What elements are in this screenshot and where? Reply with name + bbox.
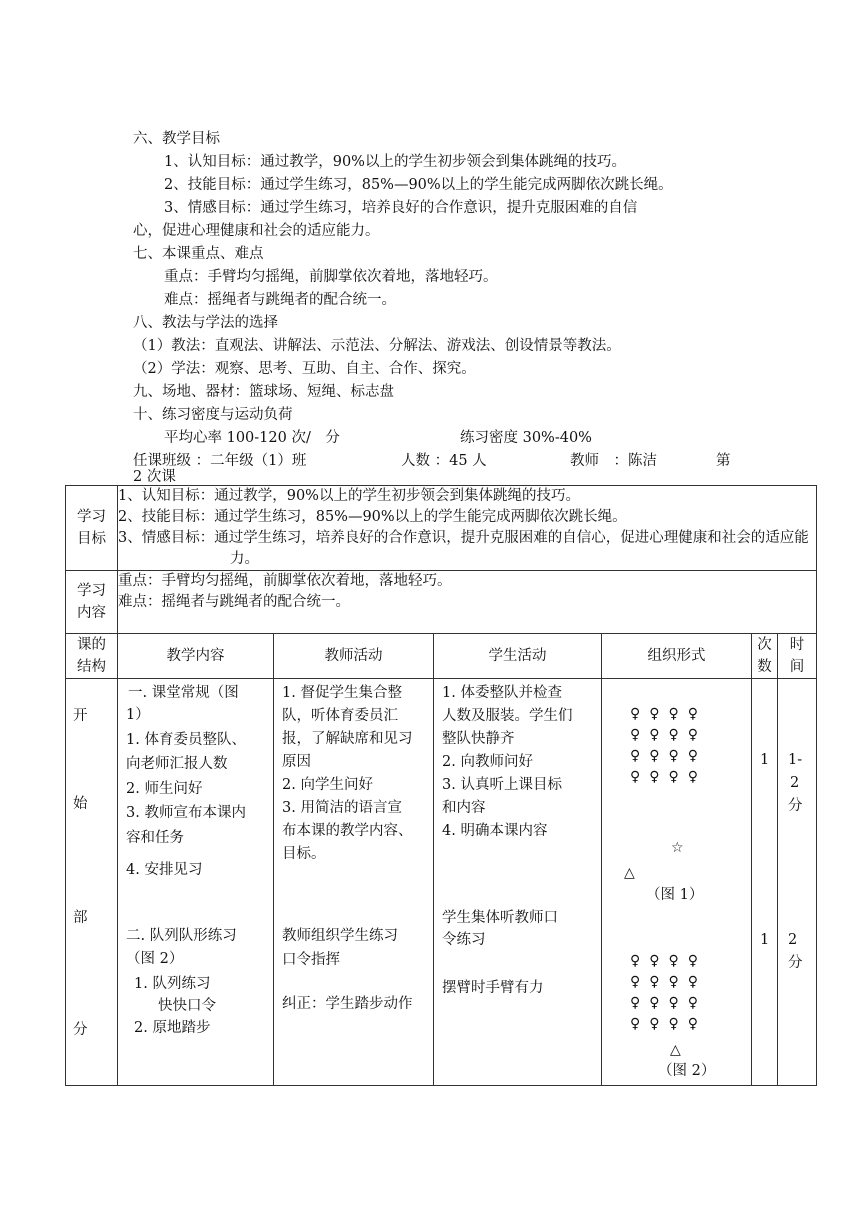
content-row (66, 571, 817, 634)
content-line: 1. 体育委员整队、 (126, 732, 246, 748)
focus-heading: 七、本课重点、难点 (133, 246, 264, 262)
header-times: 次 数 (752, 634, 778, 679)
content-line: （图 2） (126, 951, 184, 967)
content-difficulty: 难点：摇绳者与跳绳者的配合统一。 (118, 594, 350, 610)
content-cell (118, 571, 817, 634)
content-line: 1. 队列练习 (134, 976, 211, 992)
content-line: 2. 原地踏步 (134, 1020, 211, 1036)
skill-objective: 2、技能目标：通过学生练习，85%—90%以上的学生能完成两脚依次跳长绳。 (164, 177, 673, 193)
goal-cognitive: 1、认知目标：通过教学，90%以上的学生初步领会到集体跳绳的技巧。 (118, 488, 580, 504)
student-line: 学生集体听教师口 (442, 910, 558, 926)
teacher-line: 教师组织学生练习 (282, 928, 398, 944)
content-line: 容和任务 (126, 830, 184, 846)
times-value: 1 (760, 752, 770, 768)
goal-skill: 2、技能目标：通过学生练习，85%—90%以上的学生能完成两脚依次跳长绳。 (118, 509, 627, 525)
figure-2-caption: （图 2） (658, 1063, 716, 1079)
teacher-line: 目标。 (282, 846, 326, 862)
student-count: 人数 ：45 人 (401, 453, 487, 469)
methods-heading: 八、教法与学法的选择 (133, 315, 278, 331)
difficulty: 难点：摇绳者与跳绳者的配合统一。 (164, 292, 396, 308)
content-label: 学习 内容 (66, 571, 118, 634)
student-activity-cell (434, 679, 602, 1086)
header-duration: 时 间 (778, 634, 817, 679)
header-organization: 组织形式 (602, 634, 752, 679)
phase-char: 始 (73, 796, 88, 812)
student-line: 1. 体委整队并检查 (442, 685, 562, 701)
lesson-number-b: 2 次课 (133, 469, 176, 485)
student-line: 整队快静齐 (442, 731, 515, 747)
times-cell (752, 679, 778, 1086)
teacher-line: 2. 向学生问好 (282, 777, 373, 793)
header-structure: 课的 结构 (66, 634, 118, 679)
duration-value: 1- (788, 752, 803, 768)
lesson-plan-table (65, 485, 817, 1086)
times-value: 1 (760, 932, 770, 948)
content-line: 一. 课堂常规（图 (128, 685, 239, 701)
formation-row: ♀♀♀♀ (630, 995, 708, 1011)
teacher-line: 队，听体育委员汇 (282, 708, 398, 724)
student-line: 4. 明确本课内容 (442, 823, 548, 839)
phase-char: 部 (73, 910, 88, 926)
student-line: 令练习 (442, 932, 486, 948)
teacher-line: 纠正：学生踏步动作 (282, 996, 413, 1012)
phase-cell (66, 679, 118, 1086)
header-student: 学生活动 (434, 634, 602, 679)
practice-density: 练习密度 30%-40% (460, 430, 592, 446)
content-line: 2. 师生问好 (126, 781, 203, 797)
content-line: 1） (126, 707, 150, 723)
triangle-icon: △ (624, 865, 644, 881)
duration-value: 2 (790, 775, 800, 791)
cognitive-objective: 1、认知目标：通过教学，90%以上的学生初步领会到集体跳绳的技巧。 (164, 154, 626, 170)
teacher-line: 口令指挥 (282, 952, 340, 968)
goals-cell (118, 486, 817, 571)
emotion-objective-line1: 3、情感目标：通过学生练习，培养良好的合作意识，提升克服困难的自信 (164, 200, 638, 216)
teacher-line: 原因 (282, 754, 311, 770)
heart-rate: 平均心率 100-120 次/ 分 (164, 430, 340, 446)
teacher-line: 3. 用简洁的语言宣 (282, 800, 402, 816)
duration-value: 分 (788, 955, 803, 971)
duration-cell (778, 679, 817, 1086)
star-icon: ☆ (671, 840, 693, 856)
density-heading: 十、练习密度与运动负荷 (133, 407, 293, 423)
content-line: 二. 队列队形练习 (126, 928, 237, 944)
lesson-number-a: 第 (716, 453, 731, 469)
student-line: 3. 认真听上课目标 (442, 777, 562, 793)
header-content: 教学内容 (118, 634, 274, 679)
student-line: 和内容 (442, 800, 486, 816)
content-line: 4. 安排见习 (126, 862, 203, 878)
teaching-method: （1）教法：直观法、讲解法、示范法、分解法、游戏法、创设情景等教法。 (133, 338, 621, 354)
teacher-line: 报，了解缺席和见习 (282, 731, 413, 747)
content-line: 3. 教师宣布本课内 (126, 805, 246, 821)
teacher-line: 布本课的教学内容、 (282, 823, 413, 839)
formation-row: ♀♀♀♀ (630, 706, 708, 722)
key-point: 重点：手臂均匀摇绳，前脚掌依次着地，落地轻巧。 (164, 269, 498, 285)
teacher-name: 教师 ：陈洁 (570, 453, 657, 469)
formation-row: ♀♀♀♀ (630, 1016, 708, 1032)
triangle-icon: △ (670, 1042, 690, 1058)
goals-label: 学习 目标 (66, 486, 118, 571)
venue-equipment: 九、场地、器材：篮球场、短绳、标志盘 (133, 384, 394, 400)
formation-row: ♀♀♀♀ (630, 974, 708, 990)
content-line: 快快口令 (158, 998, 216, 1014)
header-teacher: 教师活动 (274, 634, 434, 679)
student-line: 人数及服装。学生们 (442, 708, 573, 724)
content-line: 向老师汇报人数 (126, 756, 228, 772)
formation-row: ♀♀♀♀ (630, 727, 708, 743)
class-label: 任课班级 ：二年级（1）班 (133, 453, 307, 469)
goal-emotion: 3、情感目标：通过学生练习，培养良好的合作意识，提升克服困难的自信心，促进心理健康和社会的适应能力。 (118, 530, 809, 567)
formation-row: ♀♀♀♀ (630, 769, 708, 785)
formation-row: ♀♀♀♀ (630, 953, 708, 969)
figure-1-caption: （图 1） (646, 887, 704, 903)
teaching-content-cell (118, 679, 274, 1086)
content-key-point: 重点：手臂均匀摇绳，前脚掌依次着地，落地轻巧。 (118, 573, 452, 589)
objectives-heading: 六、教学目标 (133, 131, 220, 147)
duration-value: 分 (788, 798, 803, 814)
teacher-activity-cell (274, 679, 434, 1086)
goals-row (66, 486, 817, 571)
emotion-objective-line2: 心，促进心理健康和社会的适应能力。 (133, 223, 380, 239)
learning-method: （2）学法：观察、思考、互助、自主、合作、探究。 (133, 361, 476, 377)
phase-char: 开 (73, 708, 88, 724)
student-line: 摆臂时手臂有力 (442, 980, 544, 996)
header-row (66, 634, 817, 679)
organization-cell (602, 679, 752, 1086)
student-line: 2. 向教师问好 (442, 754, 533, 770)
opening-section-row (66, 679, 817, 1086)
phase-char: 分 (73, 1022, 88, 1038)
duration-value: 2 (788, 932, 798, 948)
formation-row: ♀♀♀♀ (630, 748, 708, 764)
teacher-line: 1. 督促学生集合整 (282, 685, 402, 701)
